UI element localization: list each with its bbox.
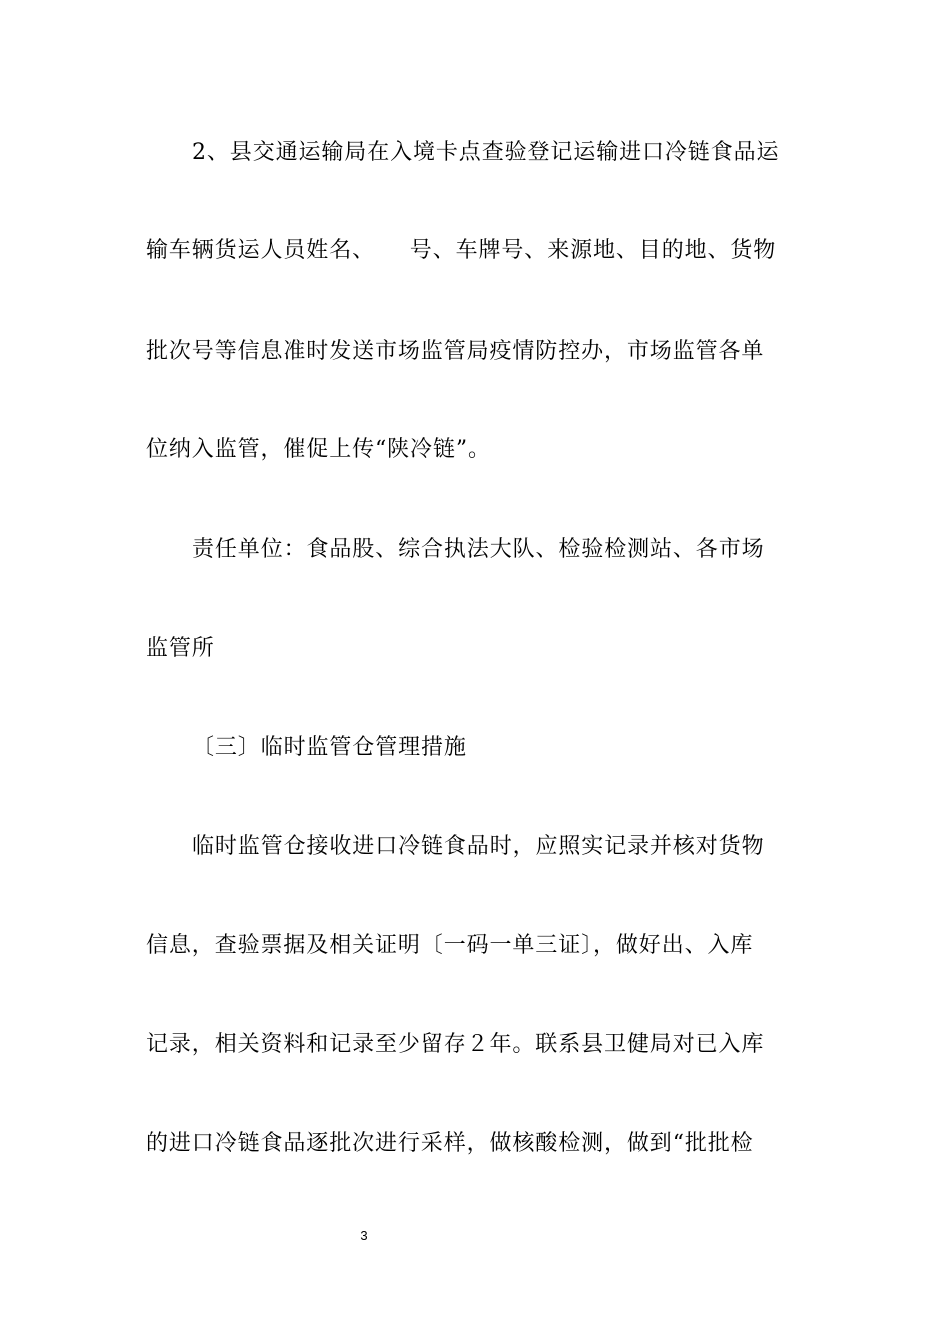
paragraph-line: 的进口冷链食品逐批次进行采样，做核酸检测，做到“批批检 xyxy=(146,1131,754,1156)
paragraph-line: 批次号等信息准时发送市场监管局疫情防控办，市场监管各单 xyxy=(146,339,765,364)
section-heading: 〔三〕临时监管仓管理措施 xyxy=(192,735,467,760)
paragraph-line: 位纳入监管，催促上传“陕冷链”。 xyxy=(146,437,491,462)
paragraph-line: 监管所 xyxy=(146,636,215,661)
paragraph-line: 信息，查验票据及相关证明〔一码一单三证〕，做好出、入库 xyxy=(146,933,754,958)
paragraph-line: 输车辆货运人员姓名、 号、车牌号、来源地、目的地、货物 xyxy=(146,238,777,263)
paragraph-line: 2、县交通运输局在入境卡点查验登记运输进口冷链食品运 xyxy=(192,140,780,165)
page-number: 3 xyxy=(360,1228,368,1243)
paragraph-line: 临时监管仓接收进口冷链食品时，应照实记录并核对货物 xyxy=(192,834,765,859)
paragraph-line: 责任单位：食品股、综合执法大队、检验检测站、各市场 xyxy=(192,537,765,562)
paragraph-line: 记录，相关资料和记录至少留存２年。联系县卫健局对已入库 xyxy=(146,1032,765,1057)
